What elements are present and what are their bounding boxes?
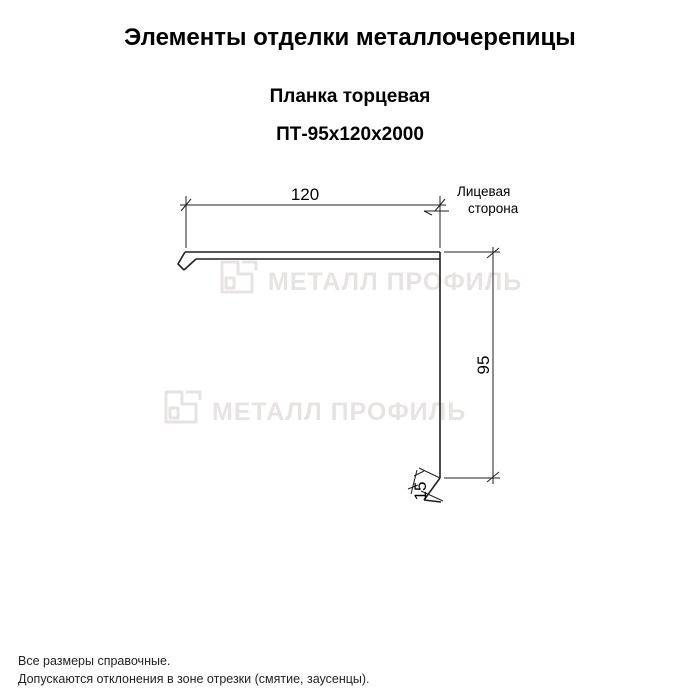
dimension-height-label: 95: [474, 355, 493, 375]
dimension-lip-label: 15: [411, 481, 430, 501]
watermark-upper: [222, 262, 522, 296]
face-side-label-line1: Лицевая: [457, 184, 511, 199]
watermark-lower: [166, 392, 466, 426]
footnotes: [18, 652, 370, 688]
face-side-label-line2: сторона: [468, 201, 519, 216]
product-name: Планка торцевая: [269, 86, 431, 107]
svg-text:МЕТАЛЛ ПРОФИЛЬ: МЕТАЛЛ ПРОФИЛЬ: [268, 268, 523, 296]
face-side-leader: [424, 211, 449, 215]
footnote-2: Допускаются отклонения в зоне отрезки (смятие, заусенцы).: [18, 671, 370, 686]
footnote-1: Все размеры справочные.: [18, 653, 171, 668]
dimension-width-label: 120: [290, 185, 320, 204]
svg-text:МЕТАЛЛ ПРОФИЛЬ: МЕТАЛЛ ПРОФИЛЬ: [212, 398, 467, 426]
product-code: ПТ-95x120x2000: [276, 124, 424, 145]
page-title: Элементы отделки металлочерепицы: [124, 24, 576, 51]
